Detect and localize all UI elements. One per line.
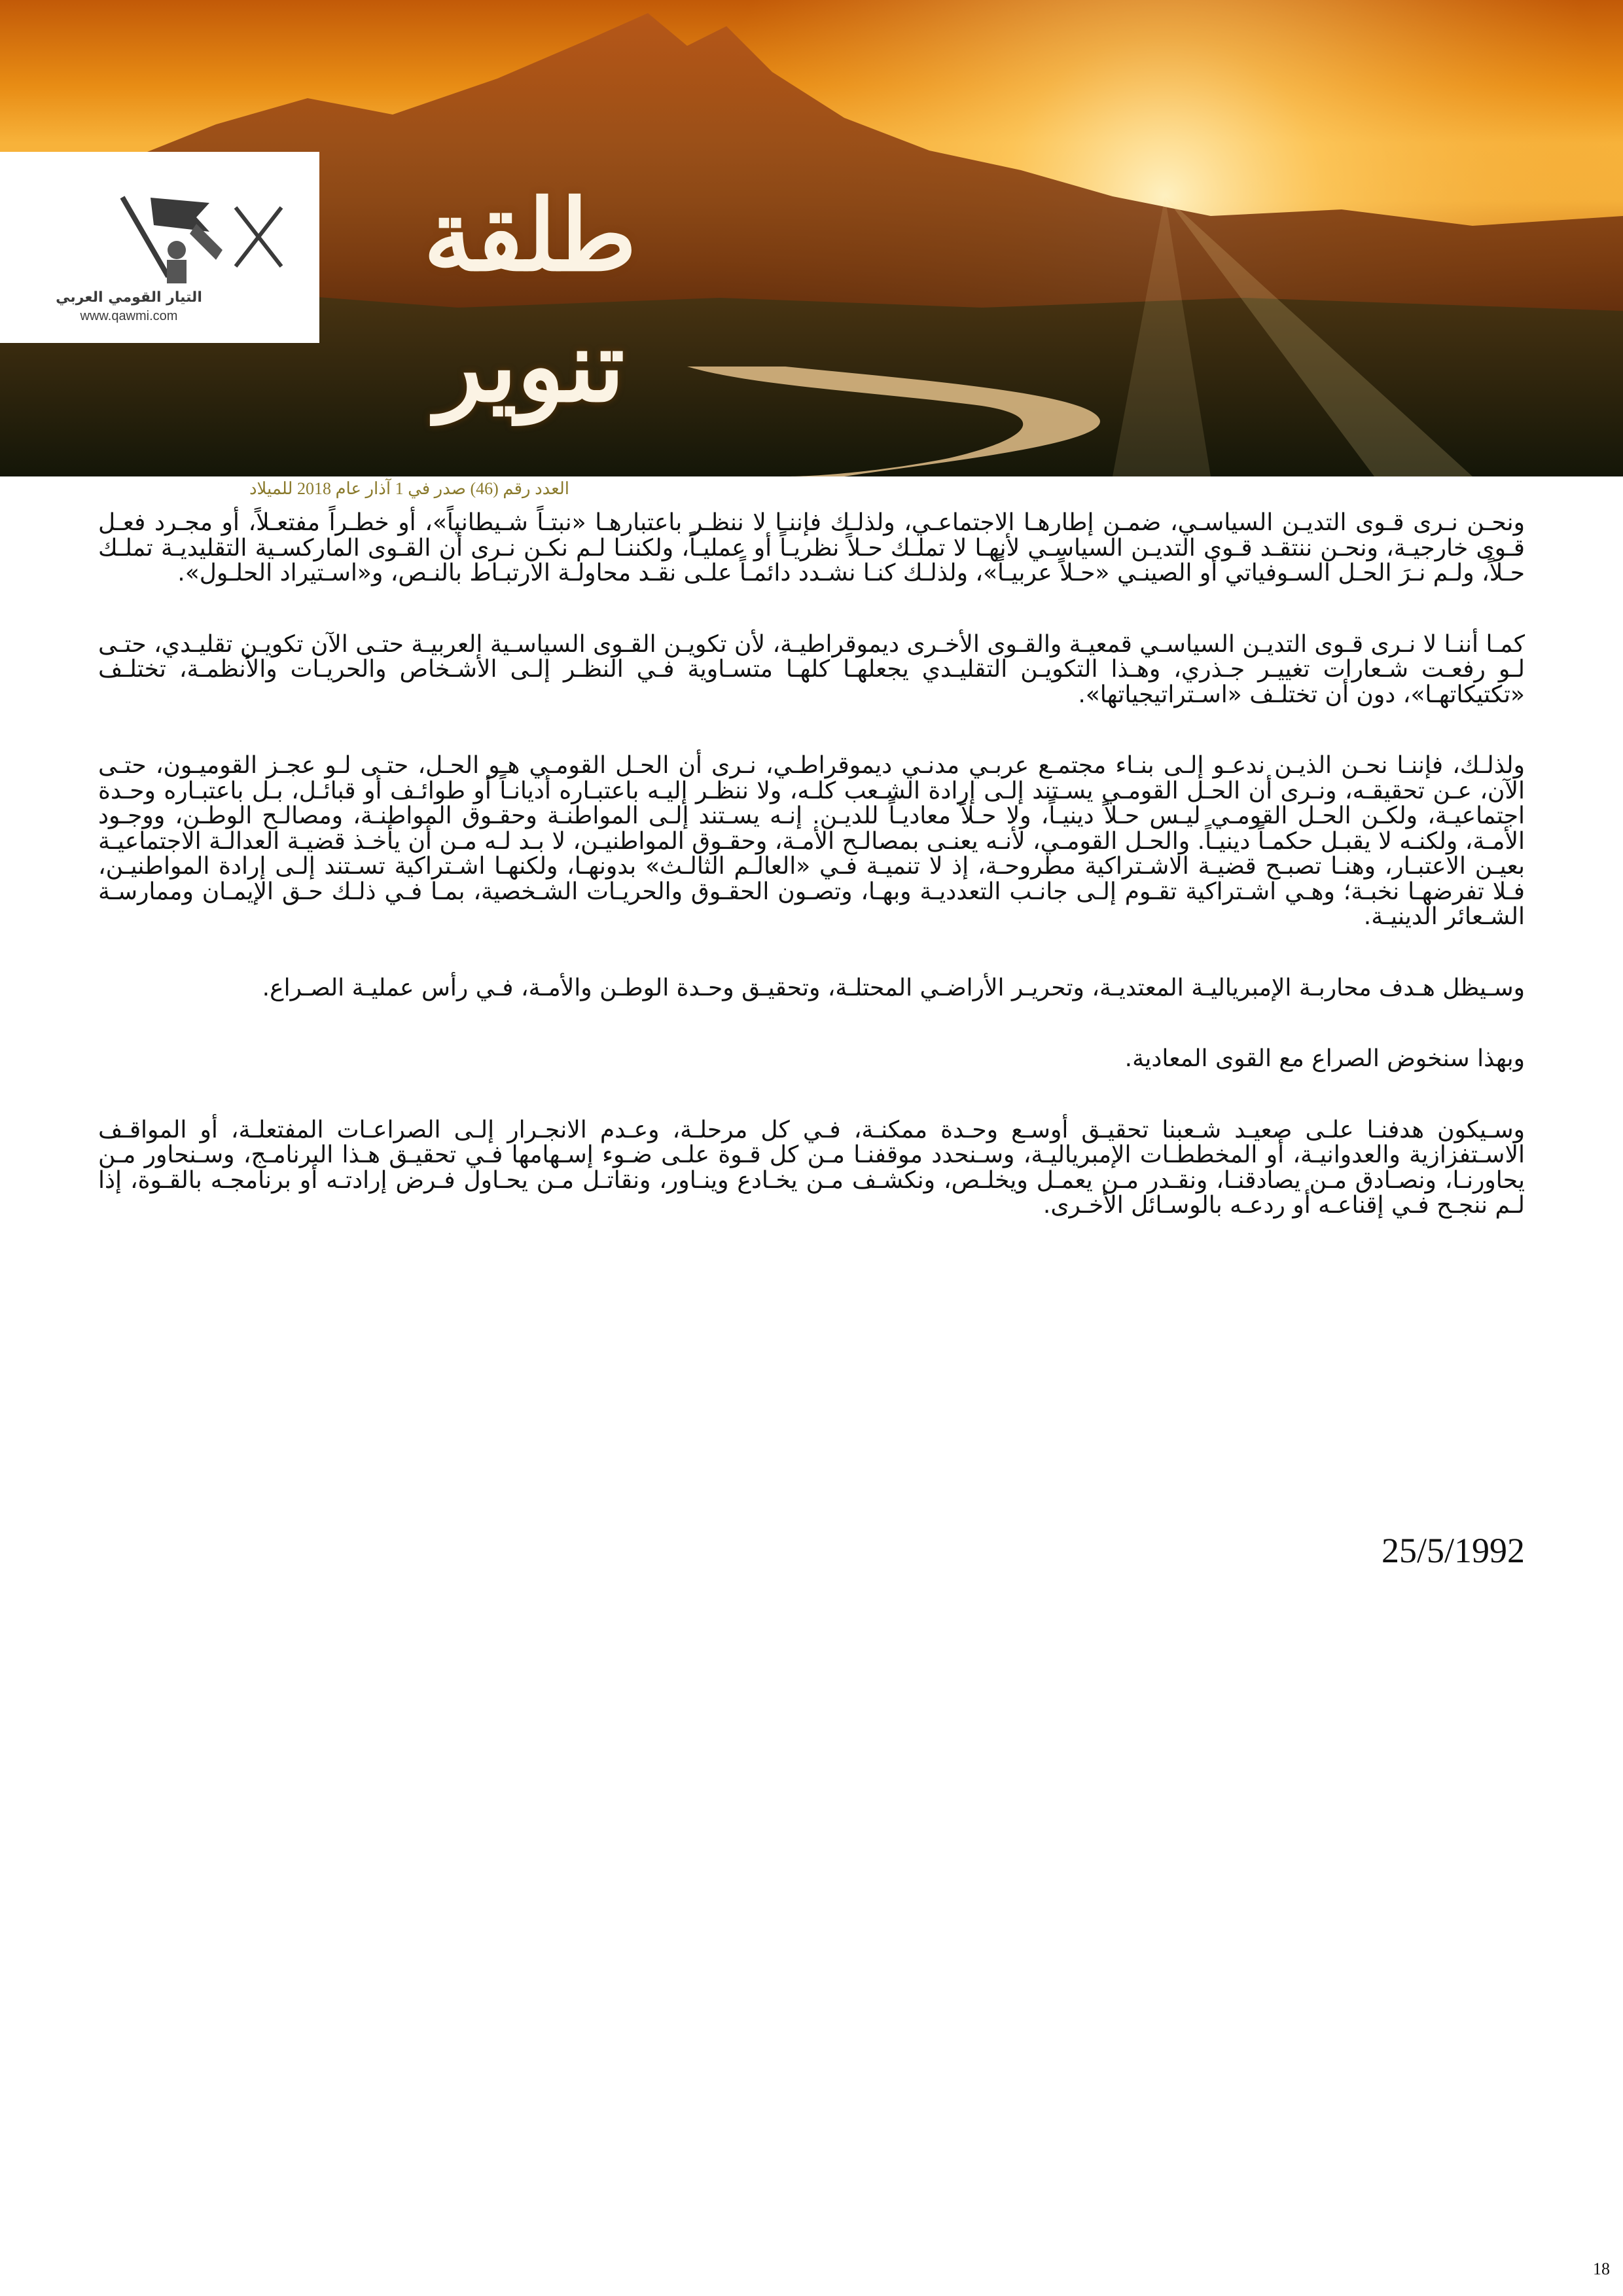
paragraph: كمـا أننـا لا نـرى قـوى التديـن السياسـي قمعيـة والقـوى الأخـرى ديموقراطيـة، لأن تكويـن القـوى السياسـية العربيـة حتـى الآن تكويـن تقليـدي، حتـى لـو رفعـت شـعارات تغييـر جـذري، وهـذا التكويـن التقليـدي يجعلهـا كلهـا متسـاوية فـي النظـر إلـى الأشـخاص والحريـات والأنظمـة، تختلـف «تكتيكاتهـا»، دون أن تختلـف «اسـتراتيجياتها».: [98, 630, 1525, 708]
issue-line: العدد رقم (46) صدر في 1 آذار عام 2018 للميلاد: [249, 479, 569, 498]
article-date: 25/5/1992: [1381, 1531, 1525, 1570]
logo-box: [0, 152, 319, 343]
article-body: [98, 511, 1525, 1265]
header-banner: [0, 0, 1623, 476]
paragraph: ولذلـك، فإننـا نحـن الذيـن ندعـو إلـى بنـاء مجتمـع عربـي مدنـي ديموقراطـي، نـرى أن الحـل القومـي هـو الحـل، حتـى لـو عجـز القوميـون، حتـى الآن، عـن تحقيقـه، ونـرى أن الحـل القومـي يسـتند إلـى إرادة الشـعب كلـه، ولا ننظـر إليـه باعتبـاره أديانـاً أو طوائـف أو قبائـل، بـل باعتبـاره وحـدة اجتماعيـة، ولكـن الحـل القومـي ليـس حـلاً دينيـاً، ولا حـلاً معاديـاً للديـن. إنـه يسـتند إلـى المواطنـة وحقـوق المواطنـة، ومصالـح الوطـن، ووجـود الأمـة، ولكنـه لا يقبـل حكمـاً دينيـاً. والحـل القومـي، لأنـه يعنـى بمصالـح الأمـة، وحقـوق المواطنيـن، لا بـد لـه مـن أن يأخـذ قضيـة العدالـة الاجتماعيـة بعيـن الاعتبـار، وهنـا تصبـح قضيـة الاشـتراكية مطروحـة، إذ لا تنميـة فـي «العالـم الثالـث» بدونهـا، ولكنهـا اشـتراكية تسـتند إلـى إرادة المواطنيـن، فـلا تفرضهـا نخبـة؛ وهـي اشـتراكية تقـوم إلـى جانـب التعدديـة وبهـا، وتصـون الحقـوق والحريـات الشـخصية، بمـا فـي ذلـك حـق الإيمـان وممارسـة الشـعائر الدينيـة.: [98, 752, 1525, 930]
paragraph: وسـيكون هدفنـا علـى صعيـد شـعبنا تحقيـق أوسـع وحـدة ممكنـة، فـي كل مرحلـة، وعـدم الانجـرار إلـى الصراعـات المفتعلـة، أو المواقـف الاسـتفزازية والعدوانيـة، أو المخططـات الإمبرياليـة، وسـنحدد موقفنـا مـن كل قـوة علـى ضـوء إسـهامها فـي تحقيـق هـذا البرنامـج، وسـنحاور مـن يحاورنـا، ونصـادق مـن يصادقنـا، ونقـدر مـن يعمـل ويخلـص، ونكشـف مـن يخـادع وينـاور، ونقاتـل مـن يحـاول فـرض إرادتـه أو برنامجـه بالقـوة، إذا لـم ننجـح فـي إقناعـه أو ردعـه بالوسـائل الأخـرى.: [98, 1116, 1525, 1219]
page-number: 18: [1593, 2259, 1610, 2278]
paragraph: وبهذا سنخوض الصراع مع القوى المعادية.: [1124, 1045, 1525, 1072]
paragraph: وسـيظل هـدف محاربـة الإمبرياليـة المعتديـة، وتحريـر الأراضـي المحتلـة، وتحقيـق وحـدة الوطـن والأمـة، فـي رأس عمليـة الصـراع.: [262, 974, 1525, 1001]
logo-url: www.qawmi.com: [80, 309, 178, 323]
logo-org-name: التيار القومي العربي: [56, 289, 202, 306]
banner-title: طلقة تنوير: [423, 178, 637, 424]
paragraph: ونحـن نـرى قـوى التديـن السياسـي، ضمـن إطارهـا الاجتماعـي، ولذلـك فإننـا لا ننظـر باعتبارهـا «نبتـاً شـيطانياً»، أو خطـراً مفتعـلاً، أو مجـرد فعـل قـوى خارجيـة، ونحـن ننتقـد قـوى التديـن السياسـي لأنهـا لا تملـك حـلاً نظريـاً أو عمليـاً، ولكننـا لـم نكـن نـرى أن القـوى الماركسـية التقليديـة تملـك حـلاً، ولـم نـرَ الحـل السـوفياتي أو الصينـي «حـلاً عربيـاً»، ولذلـك كنـا نشـدد دائمـاً علـى نقـد محاولـة الارتبـاط بالنـص، و«اسـتيراد الحلـول».: [98, 509, 1525, 586]
